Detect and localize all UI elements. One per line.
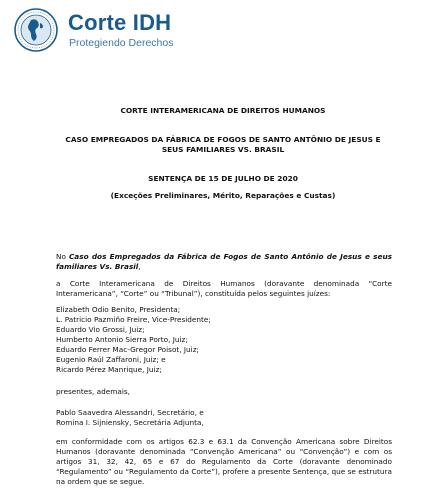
secretary-line: Pablo Saavedra Alessandri, Secretário, e bbox=[56, 408, 204, 417]
court-paragraph: a Corte Interamericana de Direitos Humanos (doravante denominada “Corte Interamericana”, “Corte” ou “Tribunal”), constituída pelos seguintes juízes: bbox=[56, 279, 392, 298]
court-heading: CORTE INTERAMERICANA DE DIREITOS HUMANOS bbox=[120, 106, 326, 115]
court-seal-icon bbox=[14, 8, 58, 52]
judgment-subtitle: (Exceções Preliminares, Mérito, Reparações e Custas) bbox=[110, 191, 336, 200]
closing-paragraph: em conformidade com os artigos 62.3 e 63.1 da Convenção Americana sobre Direitos Humanos (doravante denominada “Convenção Americana” ou “Convenção”) e com os artigos 31, 32, 42, 65 e 67 do Regulamento da Corte (doravante denominado “Regulamento” ou “Regulamento da Corte”), profere a presente Sentença, que se estrutura na ordem que se segue. bbox=[56, 437, 392, 486]
intro-paragraph bbox=[56, 252, 392, 272]
present-line: presentes, ademais, bbox=[56, 387, 130, 396]
intro-prefix: No bbox=[56, 252, 69, 261]
judge-line: L. Patricio Pazmiño Freire, Vice-Presidente; bbox=[56, 315, 211, 324]
judge-line: Humberto Antonio Sierra Porto, Juiz; bbox=[56, 335, 188, 344]
brand-tagline: Protegiendo Derechos bbox=[69, 37, 174, 49]
judgment-date: SENTENÇA DE 15 DE JULHO DE 2020 bbox=[148, 174, 298, 183]
case-name: Caso dos Empregados da Fábrica de Fogos de Santo Antônio de Jesus e seus familiares Vs. Brasil bbox=[56, 252, 392, 271]
judge-line: Eugenio Raúl Zaffaroni, Juiz; e bbox=[56, 355, 166, 364]
intro-suffix: , bbox=[138, 262, 141, 271]
brand-name: Corte IDH bbox=[68, 10, 172, 35]
secretary-line: Romina I. Sijniensky, Secretária Adjunta, bbox=[56, 418, 204, 427]
judge-line: Elizabeth Odio Benito, Presidenta; bbox=[56, 305, 181, 314]
judge-line: Eduardo Vio Grossi, Juiz; bbox=[56, 325, 145, 334]
case-title-line-1: CASO EMPREGADOS DA FÁBRICA DE FOGOS DE SANTO ANTÔNIO DE JESUS E bbox=[65, 135, 381, 144]
judge-line: Eduardo Ferrer Mac-Gregor Poisot, Juiz; bbox=[56, 345, 200, 354]
case-title-line-2: SEUS FAMILIARES VS. BRASIL bbox=[161, 145, 285, 154]
judge-line: Ricardo Pérez Manrique, Juiz; bbox=[56, 365, 162, 374]
